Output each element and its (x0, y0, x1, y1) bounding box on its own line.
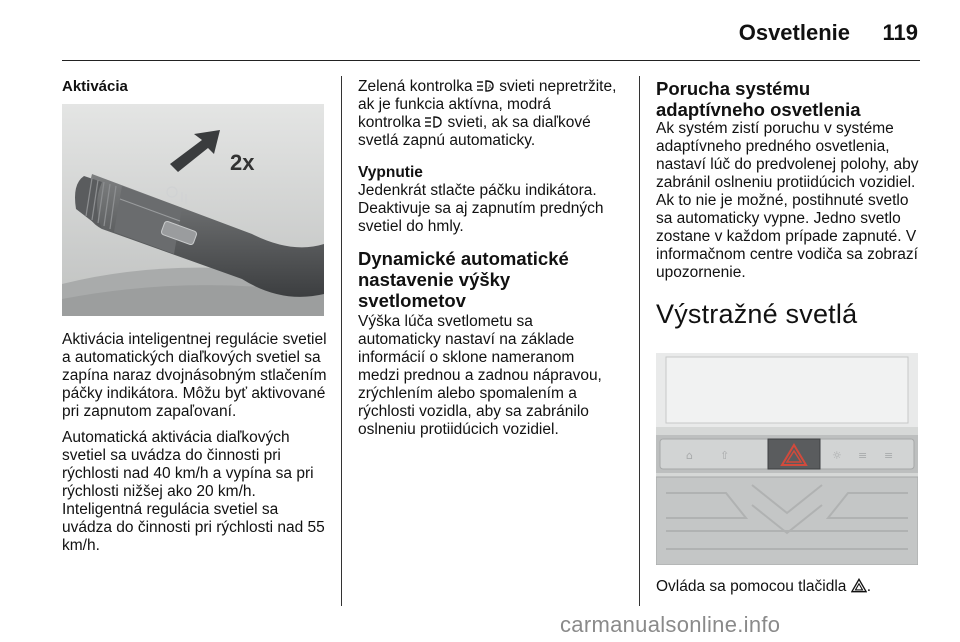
heading-dynamic-leveling: Dynamické automatické nastavenie výšky svetlometov (358, 248, 569, 311)
press-count-label: 2x (230, 150, 255, 175)
page-header (0, 0, 960, 62)
section-title-hazard: Výstražné svetlá (656, 299, 858, 329)
svg-text:≡: ≡ (884, 449, 894, 462)
paragraph-indicator-lamps: Zelená kontrolka A svieti nepretržite, ak je funkcia aktívna, modrá kontrolka svieti, ak sa diaľkové svetlá zapnú automaticky. (358, 78, 617, 149)
heading-afl-fault: Porucha systému adaptívneho osvetlenia (656, 78, 861, 120)
figure-hazard-button (656, 353, 918, 565)
column-1-body (62, 331, 330, 563)
column-2 (358, 78, 618, 447)
hazard-warning-icon (851, 578, 867, 593)
page-number: 119 (882, 20, 918, 45)
column-3 (656, 78, 920, 346)
figure-indicator-stalk (62, 104, 324, 316)
svg-text:☼: ☼ (832, 449, 842, 462)
indicator-stalk-illustration (62, 104, 324, 316)
paragraph-automatic-activation: Automatická aktivácia diaľkových svetiel sa uvádza do činnosti pri rýchlosti nad 40 km/h a vypína sa pri rýchlosti nižšej ako 20 km/h. Inteligentná regulácia svetiel sa uvádza do činnosti pri rýchlosti nad 55 km/h. (62, 429, 325, 554)
watermark: carmanualsonline.info (560, 612, 781, 637)
hazard-panel-illustration (656, 353, 918, 565)
column-1 (62, 78, 330, 106)
header-divider (62, 60, 920, 61)
svg-text:≡: ≡ (858, 449, 868, 462)
high-beam-icon (425, 115, 443, 129)
paragraph-dynamic-leveling: Výška lúča svetlometu sa automaticky nastaví na základe informácií o sklone nameranom medzi prednou a zadnou nápravou, zrýchlením alebo spomalením a rýchlosti vozidla, aby sa zabránilo oslneniu protiidúcich vozidiel. (358, 313, 602, 438)
svg-text:⇧: ⇧ (720, 449, 730, 462)
subheading-deactivation: Vypnutie (358, 164, 423, 181)
column-divider-1 (341, 76, 342, 606)
caption-hazard-button: Ovláda sa pomocou tlačidla . (656, 578, 872, 595)
svg-text:A: A (487, 85, 492, 91)
page-title: Osvetlenie (738, 20, 850, 45)
auto-high-beam-icon (477, 79, 495, 93)
paragraph-activation: Aktivácia inteligentnej regulácie svetiel a automatických diaľkových svetiel sa zapína naraz dvojnásobným stlačením páčky indikátora. Môžu byť aktivované pri zapnutom zapaľovaní. (62, 331, 327, 420)
subheading-activation: Aktivácia (62, 78, 128, 95)
paragraph-afl-fault: Ak systém zistí poruchu v systéme adaptívneho predného osvetlenia, nastaví lúč do predvolenej polohy, aby zabránil oslneniu protiidúcich vozidiel. Ak to nie je možné, postihnuté svetlo sa automaticky vypne. Jedno svetlo zostane v každom prípade zapnuté. V informačnom centre vodiča sa zobrazí upozornenie. (656, 120, 919, 281)
column-divider-2 (639, 76, 640, 606)
paragraph-deactivation: Jedenkrát stlačte páčku indikátora. Deaktivuje sa aj zapnutím predných svetiel do hmly. (358, 182, 604, 235)
svg-text:⌂: ⌂ (686, 449, 693, 462)
